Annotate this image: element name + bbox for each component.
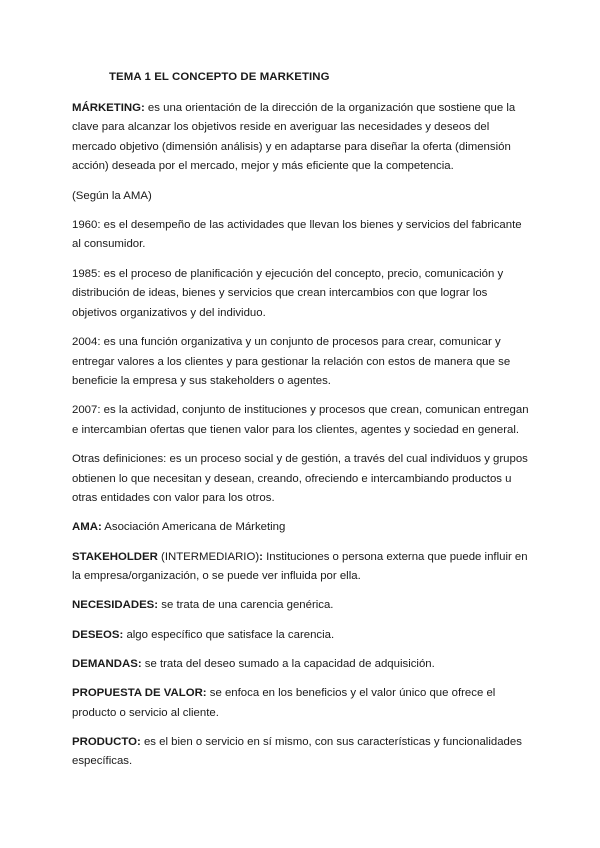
page-title: TEMA 1 EL CONCEPTO DE MARKETING (109, 71, 330, 83)
paragraph-2004 (72, 333, 532, 392)
term-label: MÁRKETING: (72, 101, 145, 114)
paragraph-text: 1960: es el desempeño de las actividades que llevan los bienes y servicios del fabricante al consumidor. (72, 218, 522, 251)
paragraph-1960 (72, 216, 532, 255)
paragraph-text: (Según la AMA) (72, 189, 152, 202)
paragraph-marketing-definition (72, 99, 532, 177)
paragraph-deseos (72, 626, 532, 646)
term-label: STAKEHOLDER (72, 550, 158, 563)
paragraph-text: Instituciones o persona externa que puede influir en la empresa/organización, o se puede ver influida por ella. (72, 550, 528, 583)
paragraph-text: se trata del deseo sumado a la capacidad de adquisición. (141, 657, 435, 670)
paragraph-ama-source (72, 187, 532, 207)
paragraph-text: algo específico que satisface la carencia. (123, 628, 335, 641)
term-label: NECESIDADES: (72, 599, 159, 612)
term-label: PROPUESTA DE VALOR: (72, 686, 207, 699)
document-page (72, 68, 532, 782)
paragraph-text: 2004: es una función organizativa y un conjunto de procesos para crear, comunicar y entregar valores a los clientes y para gestionar la relación con estos de manera que se beneficie la empresa y sus stakeholders o agentes. (72, 335, 511, 388)
term-qualifier: (INTERMEDIARIO) (157, 550, 260, 563)
paragraph-necesidades (72, 596, 532, 616)
paragraph-text: Asociación Americana de Márketing (101, 521, 286, 534)
paragraph-demandas (72, 655, 532, 675)
paragraph-text: es una orientación de la dirección de la organización que sostiene que la clave para alcanzar los objetivos reside en averiguar las necesidades y deseos del mercado objetivo (dimensión análisis) y en adaptarse para diseñar la oferta (dimensión acción) deseada por el mercado, mejor y más eficiente que la competencia. (72, 101, 516, 173)
term-label: PRODUCTO: (72, 735, 141, 748)
paragraph-ama (72, 518, 532, 538)
paragraph-producto (72, 733, 532, 772)
term-label: DESEOS: (72, 628, 124, 641)
paragraph-text: es el bien o servicio en sí mismo, con sus características y funcionalidades específicas. (72, 735, 522, 768)
paragraph-text: 2007: es la actividad, conjunto de instituciones y procesos que crean, comunican entregan e intercambian ofertas que tienen valor para los clientes, agentes y sociedad en general. (72, 404, 529, 436)
paragraph-text: se enfoca en los beneficios y el valor único que ofrece el producto o servicio al cliente. (72, 686, 496, 719)
term-label: DEMANDAS: (72, 657, 142, 670)
paragraph-1985 (72, 265, 532, 324)
paragraph-propuesta-de-valor (72, 684, 532, 723)
paragraph-stakeholder (72, 548, 532, 587)
paragraph-text: 1985: es el proceso de planificación y ejecución del concepto, precio, comunicación y distribución de ideas, bienes y servicios que crean intercambios con que lograr los objetivos organizativos y del individuo. (72, 267, 504, 319)
term-colon: : (259, 550, 263, 563)
term-label: AMA: (72, 521, 102, 534)
paragraph-other-definitions (72, 450, 532, 509)
paragraph-2007 (72, 401, 532, 440)
paragraph-text: Otras definiciones: es un proceso social y de gestión, a través del cual individuos y grupos obtienen lo que necesitan y desean, creando, ofreciendo e intercambiando productos u otras entidades con valor para los otros. (72, 453, 528, 505)
paragraph-text: se trata de una carencia genérica. (158, 599, 334, 612)
